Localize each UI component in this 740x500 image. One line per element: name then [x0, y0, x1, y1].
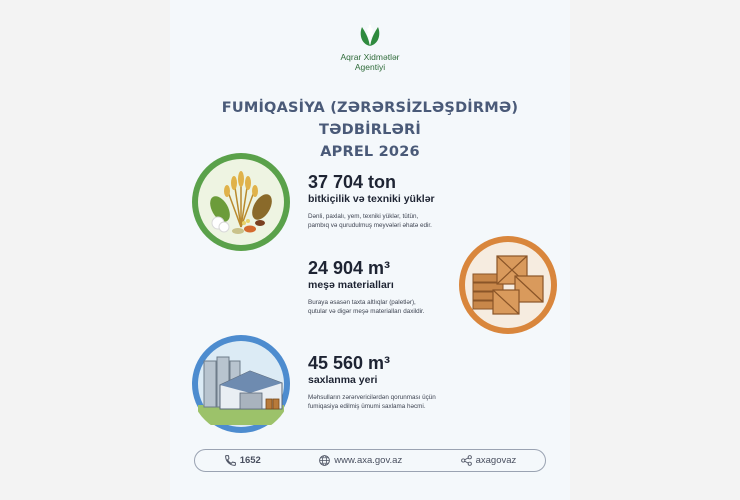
stat-label: bitkiçilik və texniki yüklər: [308, 193, 435, 205]
stat-description-line2: qutular və digər meşə materialları daxildir.: [308, 308, 425, 315]
agency-logo: [170, 22, 570, 72]
stat-description-line1: Məhsulların zərərvericilərdən qorunması üçün: [308, 394, 436, 401]
stat-description: [308, 393, 548, 411]
crops-icon: [190, 151, 292, 253]
stat-item-crops: [308, 172, 548, 230]
title-line2: APREL 2026: [320, 144, 420, 160]
agency-name-line2: Agentiyi: [354, 62, 386, 72]
stat-label: saxlanma yeri: [308, 374, 378, 386]
phone-contact[interactable]: [224, 454, 261, 467]
wheat-leaf-logo-icon: [357, 22, 383, 48]
stat-label: meşə materialları: [308, 279, 394, 291]
stat-description-line1: Dənli, paxlalı, yem, texniki yüklər, tütün,: [308, 213, 419, 220]
stat-description-line1: Buraya əsasən taxta altlıqlar (paletlər),: [308, 299, 416, 306]
stat-description: [308, 212, 548, 230]
phone-number: 1652: [239, 455, 261, 466]
share-icon: [460, 454, 473, 467]
website-link[interactable]: [318, 454, 402, 467]
stat-description-line2: fumiqasiya edilmiş ümumi saxlama həcmi.: [308, 403, 426, 410]
warehouse-icon: [190, 333, 292, 435]
wooden-crates-icon: [457, 234, 559, 336]
globe-icon: [318, 454, 331, 467]
stat-value: 45 560 m³: [308, 353, 391, 373]
contact-footer: [194, 449, 546, 472]
phone-icon: [224, 454, 237, 467]
infographic-poster: [170, 0, 570, 500]
stat-description-line2: pambıq və qurudulmuş meyvələri əhatə edir.: [308, 222, 432, 229]
stat-item-storage: [308, 353, 548, 411]
website-url: www.axa.gov.az: [334, 455, 403, 466]
agency-name-line1: Aqrar Xidmətlər: [340, 52, 400, 62]
stat-value: 24 904 m³: [308, 258, 391, 278]
social-link[interactable]: [460, 454, 517, 467]
social-handle: axagovaz: [475, 455, 517, 466]
stat-value: 37 704 ton: [308, 172, 397, 192]
title-line1: FUMİQASİYA (ZƏRƏRSİZLƏŞDİRMƏ) TƏDBİRLƏRİ: [221, 100, 519, 138]
agency-name: [340, 52, 399, 72]
